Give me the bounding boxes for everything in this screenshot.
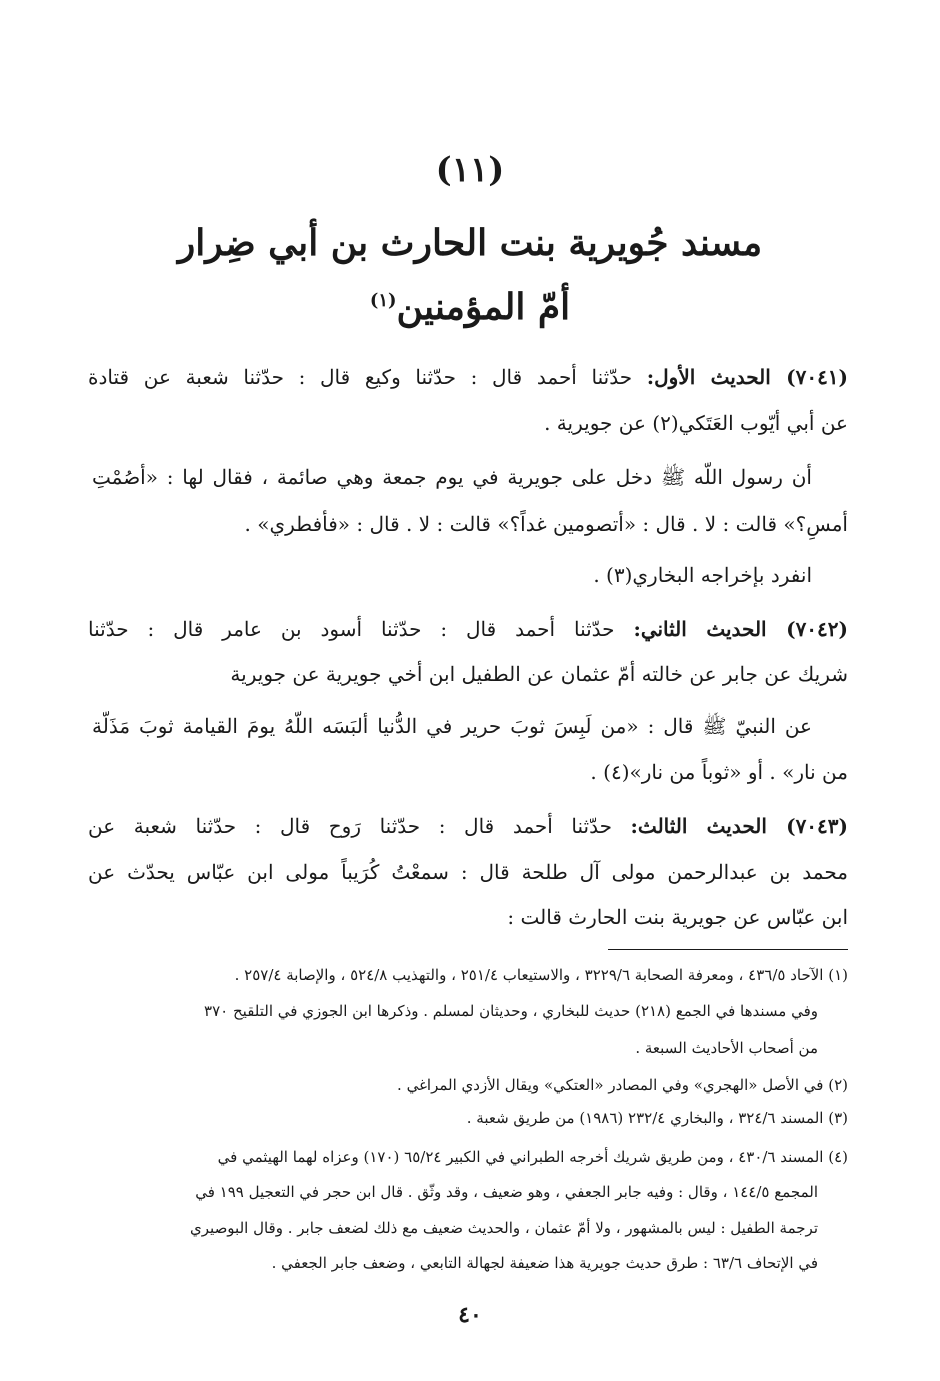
footnote-1-line-3: من أصحاب الأحاديث السبعة . [635, 1039, 818, 1057]
hadith-1-line-2: عن أبي أيّوب العَتَكي(٢) عن جويرية . [544, 411, 848, 435]
footnote-3: (٣) المسند ٣٢٤/٦ ، والبخاري ٢٣٢/٤ (١٩٨٦) من طريق شعبة . [466, 1109, 848, 1127]
hadith-1-line-3: أن رسول اللّه ﷺ دخل على جويرية في يوم جمعة وهي صائمة ، فقال لها : «أصُمْتِ [92, 465, 812, 489]
hadith-1-line-1 [88, 363, 848, 391]
hadith-1-text-1: حدّثنا أحمد قال : حدّثنا وكيع قال : حدّثنا شعبة عن قتادة [88, 365, 633, 389]
hadith-2-text-1: حدّثنا أحمد قال : حدّثنا أسود بن عامر قال : حدّثنا [88, 617, 615, 641]
hadith-2-line-2: شريك عن جابر عن خالته أمّ عثمان عن الطفيل ابن أخي جويرية عن جويرية [230, 662, 848, 686]
hadith-2-line-1 [88, 615, 848, 643]
hadith-3-text-1: حدّثنا أحمد قال : حدّثنا رَوح قال : حدّثنا شعبة عن [88, 814, 612, 838]
hadith-1-line-4: أمسِ؟» قالت : لا . قال : «أتصومين غداً؟» قالت : لا . قال : «فأفطري» . [244, 512, 848, 536]
hadith-3-line-1 [88, 812, 848, 840]
footnote-4-line-3: ترجمة الطفيل : ليس بالمشهور ، ولا أمّ عثمان ، والحديث ضعيف مع ذلك لضعف جابر . وقال البوصيري [190, 1219, 818, 1237]
footnote-4-line-4: في الإتحاف ٦٣/٦ : طرق حديث جويرية هذا ضعيفة لجهالة التابعي ، وضعف جابر الجعفي . [271, 1254, 818, 1272]
page-number: ٤٠ [458, 1302, 482, 1328]
title-line2-text: أمّ المؤمنين [396, 286, 571, 328]
footnote-1-line-2: وفي مسندها في الجمع (٢١٨) حديث للبخاري ، وحديثان لمسلم . وذكرها ابن الجوزي في التلقيح ٣٧٠ [204, 1002, 818, 1020]
footnote-4-line-1: (٤) المسند ٤٣٠/٦ ، ومن طريق شريك أخرجه الطبراني في الكبير ٦٥/٢٤ (١٧٠) وعزاه لهما الهيثمي في [217, 1148, 848, 1166]
hadith-2-heading: (٧٠٤٢) الحديث الثاني: [633, 617, 848, 641]
chapter-title-line2 [0, 286, 940, 328]
footnote-separator [608, 949, 848, 950]
hadith-3-line-2: محمد بن عبدالرحمن مولى آل طلحة قال : سمعْتُ كُرَيباً مولى ابن عبّاس يحدّث عن [88, 860, 848, 884]
hadith-3-heading: (٧٠٤٣) الحديث الثالث: [630, 814, 848, 838]
chapter-title-line1: مسند جُويرية بنت الحارث بن أبي ضِرار [177, 222, 763, 264]
hadith-2-line-3: عن النبيّ ﷺ قال : «من لَبِسَ ثوبَ حرير في الدُّنيا ألبَسَه اللّهُ يومَ القيامة ثوبَ مَذَلّة [92, 714, 812, 738]
footnote-4-line-2: المجمع ١٤٤/٥ ، وقال : وفيه جابر الجعفي ، وهو ضعيف ، وقد وثّق . قال ابن حجر في التعجيل ١٩٩ في [195, 1183, 818, 1201]
hadith-1-line-5: انفرد بإخراجه البخاري(٣) . [593, 563, 812, 587]
hadith-3-line-3: ابن عبّاس عن جويرية بنت الحارث قالت : [507, 905, 848, 929]
footnote-1-line-1: (١) الآحاد ٤٣٦/٥ ، ومعرفة الصحابة ٣٢٢٩/٦ ، والاستيعاب ٢٥١/٤ ، والتهذيب ٥٢٤/٨ ، والإصابة ٢٥٧/٤ . [234, 966, 848, 984]
hadith-2-line-4: من نار» . أو «ثوباً من نار»(٤) . [590, 760, 848, 784]
title-footnote-ref: (١) [369, 290, 397, 311]
hadith-1-heading: (٧٠٤١) الحديث الأول: [646, 365, 849, 389]
chapter-number: (١١) [435, 150, 505, 190]
footnote-2: (٢) في الأصل «الهجري» وفي المصادر «العتكي» ويقال الأزدي المراغي . [397, 1076, 848, 1094]
